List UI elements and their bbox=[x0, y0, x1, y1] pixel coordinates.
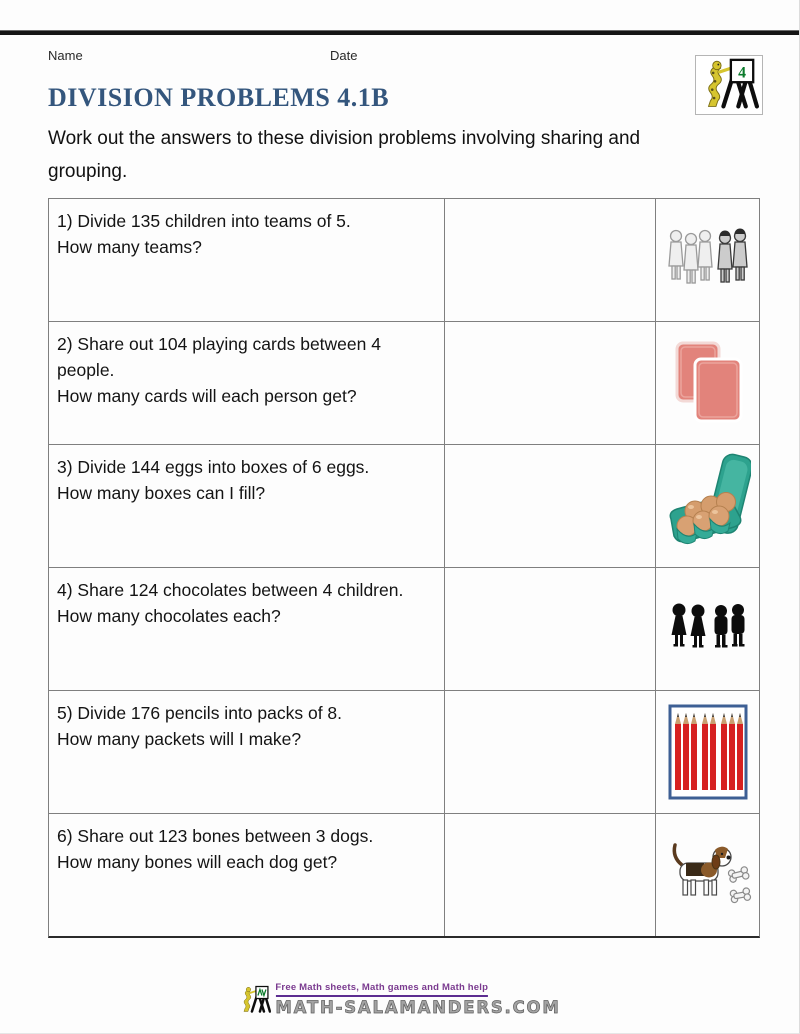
illustration-cell bbox=[656, 199, 759, 321]
answer-cell-3[interactable] bbox=[445, 445, 656, 567]
problem-row-4 bbox=[49, 567, 759, 690]
illustration-cell bbox=[656, 814, 759, 936]
problem-row-2 bbox=[49, 321, 759, 444]
instructions-text: Work out the answers to these division problems involving sharing and grouping. bbox=[48, 128, 641, 182]
problem-statement: 3) Divide 144 eggs into boxes of 6 eggs. bbox=[57, 457, 370, 477]
problem-row-5 bbox=[49, 690, 759, 813]
problem-statement: 6) Share out 123 bones between 3 dogs. bbox=[57, 826, 374, 846]
problem-question: How many boxes can I fill? bbox=[57, 483, 266, 503]
egg-box-six-eggs-illustration bbox=[665, 453, 751, 559]
problem-statement: 1) Divide 135 children into teams of 5. bbox=[57, 211, 351, 231]
children-group-sketch-illustration bbox=[666, 224, 750, 296]
problem-statement: 4) Share 124 chocolates between 4 children. bbox=[57, 580, 404, 600]
playing-cards-illustration bbox=[669, 337, 747, 429]
problem-question: How many cards will each person get? bbox=[57, 386, 357, 406]
salamander-easel-icon bbox=[698, 58, 760, 112]
illustration-cell bbox=[656, 445, 759, 567]
problem-row-1 bbox=[49, 199, 759, 321]
answer-cell-4[interactable] bbox=[445, 568, 656, 690]
date-label: Date bbox=[330, 48, 358, 63]
grade-badge: 4 bbox=[738, 64, 746, 82]
problem-text-cell bbox=[49, 445, 445, 567]
problem-question: How many chocolates each? bbox=[57, 606, 281, 626]
problem-question: How many teams? bbox=[57, 237, 202, 257]
problem-question: How many packets will I make? bbox=[57, 729, 302, 749]
problem-row-3 bbox=[49, 444, 759, 567]
page-title: DIVISION PROBLEMS 4.1B bbox=[48, 83, 390, 112]
children-silhouettes-illustration bbox=[669, 598, 747, 660]
problem-statement: 2) Share out 104 playing cards between 4 people. bbox=[57, 334, 381, 380]
problem-text-cell bbox=[49, 691, 445, 813]
illustration-cell bbox=[656, 568, 759, 690]
problem-text-cell bbox=[49, 814, 445, 936]
problem-text-cell bbox=[49, 199, 445, 321]
footer-site-name: MATH-SALAMANDERS.COM bbox=[275, 998, 561, 1017]
problems-table bbox=[48, 198, 760, 938]
problem-text-cell bbox=[49, 568, 445, 690]
name-label: Name bbox=[48, 48, 83, 63]
illustration-cell bbox=[656, 691, 759, 813]
dog-with-bones-illustration bbox=[662, 835, 754, 915]
problem-text-cell bbox=[49, 322, 445, 444]
answer-cell-5[interactable] bbox=[445, 691, 656, 813]
math-salamanders-logo bbox=[695, 55, 763, 115]
pencil-pack-illustration bbox=[668, 704, 748, 800]
answer-cell-1[interactable] bbox=[445, 199, 656, 321]
footer-branding bbox=[238, 982, 560, 1017]
answer-cell-2[interactable] bbox=[445, 322, 656, 444]
illustration-cell bbox=[656, 322, 759, 444]
salamander-easel-icon bbox=[238, 983, 270, 1017]
problem-row-6 bbox=[49, 813, 759, 936]
top-divider-rule bbox=[0, 30, 800, 35]
answer-cell-6[interactable] bbox=[445, 814, 656, 936]
problem-question: How many bones will each dog get? bbox=[57, 852, 338, 872]
footer-tagline: Free Math sheets, Math games and Math help bbox=[275, 982, 488, 997]
problem-statement: 5) Divide 176 pencils into packs of 8. bbox=[57, 703, 343, 723]
